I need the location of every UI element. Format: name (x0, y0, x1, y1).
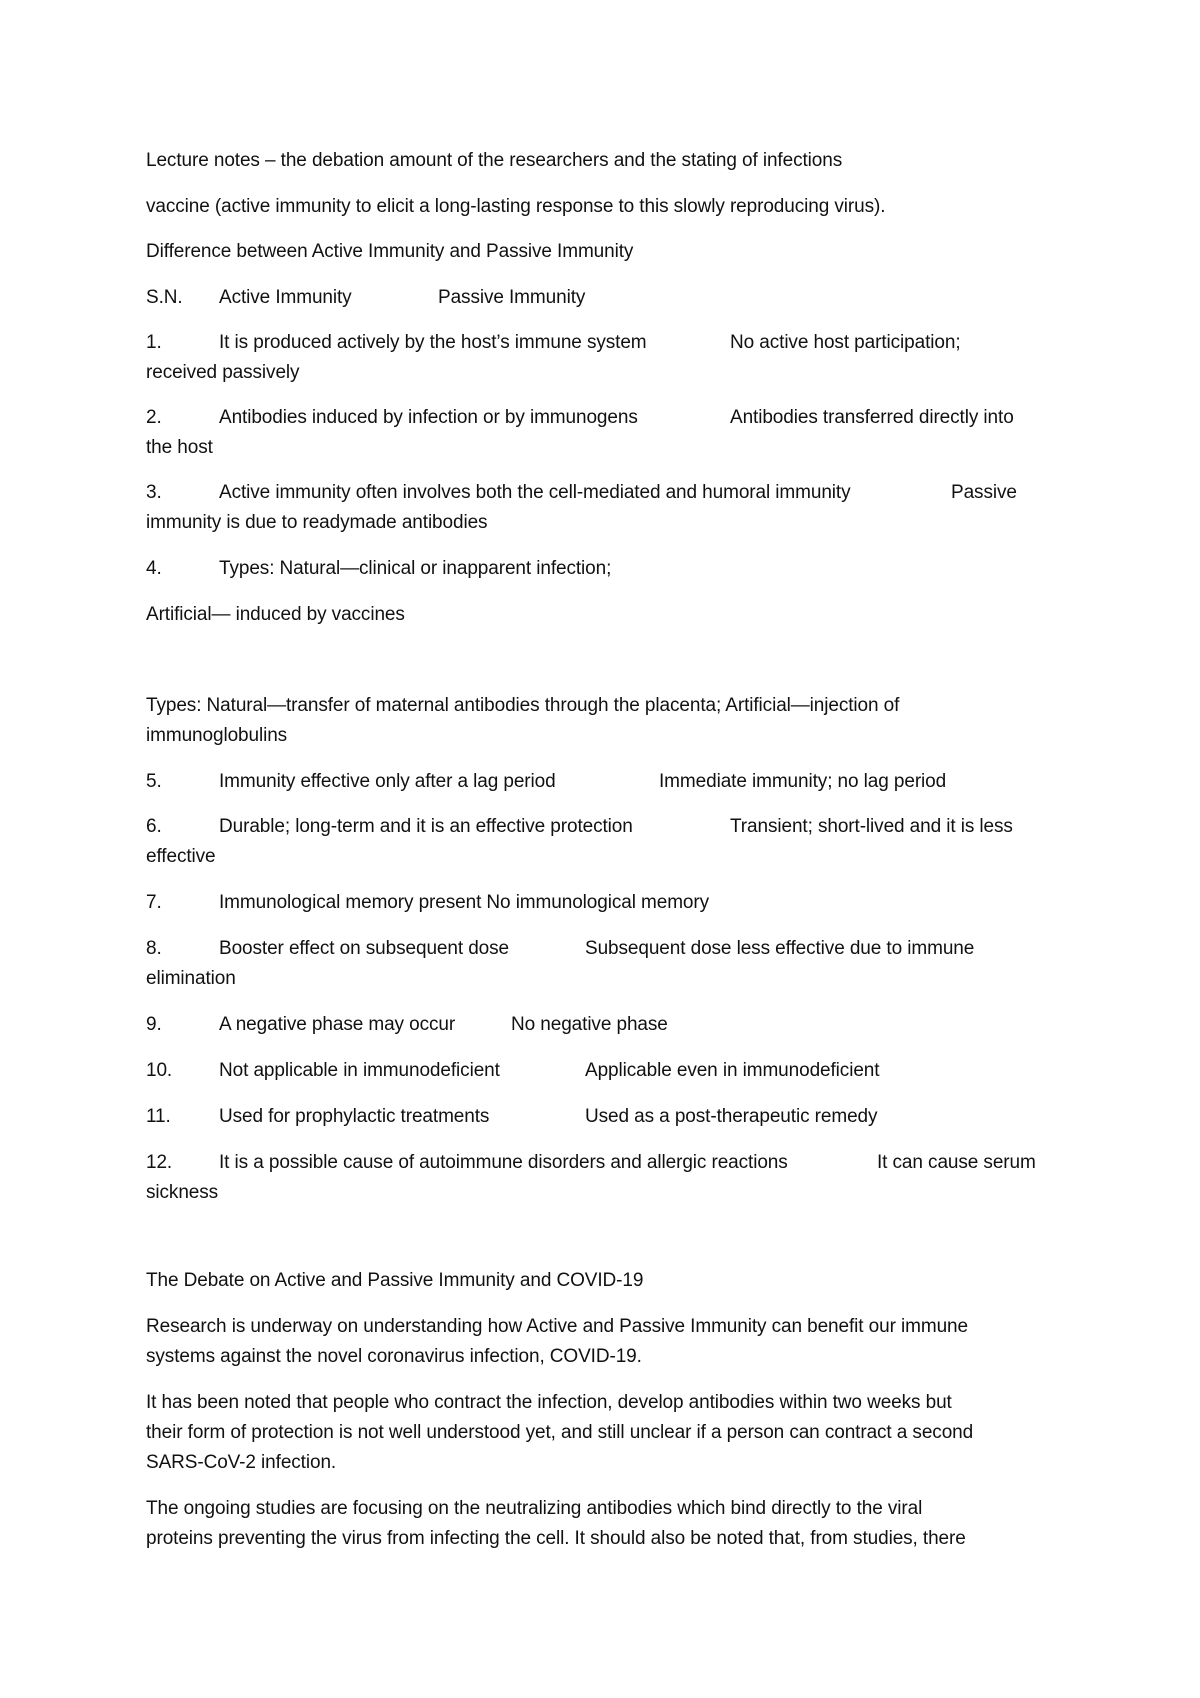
row-passive-text: Applicable even in immunodeficient (585, 1060, 880, 1081)
row-passive-text: Subsequent dose less effective due to immune (585, 938, 975, 959)
row-passive-text: No negative phase (511, 1014, 668, 1035)
row-passive-text: Immediate immunity; no lag period (659, 771, 947, 792)
row-continuation: received passively (146, 362, 300, 383)
row-number: 3. (146, 482, 162, 503)
row-passive-text: Passive (951, 482, 1017, 503)
table-row (146, 478, 1017, 508)
row-continuation: elimination (146, 968, 236, 989)
table-row (146, 1148, 1036, 1178)
row-number: 4. (146, 558, 162, 579)
table-row (146, 1102, 878, 1132)
header-active: Active Immunity (219, 287, 352, 308)
row-number: 8. (146, 938, 162, 959)
table-row (146, 934, 975, 964)
row-passive-text: No active host participation; (730, 332, 961, 353)
row-number: 12. (146, 1152, 173, 1173)
row-number: 6. (146, 816, 162, 837)
row-continuation: Artificial— induced by vaccines (146, 604, 405, 625)
table-row (146, 403, 1014, 433)
row-number: 11. (146, 1106, 171, 1127)
passive-types-line-2: immunoglobulins (146, 725, 288, 746)
header-sn: S.N. (146, 287, 183, 308)
table-header-row (146, 283, 586, 313)
row-active-text: Used for prophylactic treatments (219, 1106, 490, 1127)
row-active-text: Types: Natural—clinical or inapparent infection; (219, 558, 612, 579)
row-number: 7. (146, 892, 162, 913)
header-passive: Passive Immunity (438, 287, 586, 308)
paragraph-1-line-2: systems against the novel coronavirus infection, COVID-19. (146, 1346, 642, 1367)
row-continuation: immunity is due to readymade antibodies (146, 512, 488, 533)
row-active-text: It is a possible cause of autoimmune disorders and allergic reactions (219, 1152, 788, 1173)
section-heading: The Debate on Active and Passive Immunity and COVID-19 (146, 1270, 644, 1291)
table-row (146, 328, 961, 358)
row-active-text: Antibodies induced by infection or by immunogens (219, 407, 638, 428)
paragraph-1-line-1: Research is underway on understanding how Active and Passive Immunity can benefit our immune (146, 1316, 968, 1337)
row-number: 9. (146, 1014, 162, 1035)
row-continuation: the host (146, 437, 213, 458)
row-active-text: It is produced actively by the host’s immune system (219, 332, 647, 353)
row-number: 1. (146, 332, 162, 353)
paragraph-2-line-1: It has been noted that people who contract the infection, develop antibodies within two weeks but (146, 1392, 952, 1413)
comparison-heading: Difference between Active Immunity and Passive Immunity (146, 241, 634, 262)
row-number: 5. (146, 771, 162, 792)
row-passive-text: Used as a post-therapeutic remedy (585, 1106, 878, 1127)
paragraph-3-line-2: proteins preventing the virus from infecting the cell. It should also be noted that, from studies, there (146, 1528, 966, 1549)
row-active-text: Immunity effective only after a lag period (219, 771, 556, 792)
row-active-text: Active immunity often involves both the cell-mediated and humoral immunity (219, 482, 851, 503)
passive-types-line-1: Types: Natural—transfer of maternal antibodies through the placenta; Artificial—injection of (146, 695, 900, 716)
table-row (146, 1010, 668, 1040)
row-passive-text: Transient; short-lived and it is less (730, 816, 1013, 837)
table-row (146, 767, 947, 797)
row-continuation: sickness (146, 1182, 219, 1203)
table-row (146, 554, 611, 584)
table-row (146, 812, 1013, 842)
paragraph-2-line-2: their form of protection is not well understood yet, and still unclear if a person can contract a second (146, 1422, 974, 1443)
table-row (146, 888, 709, 918)
row-active-text: Durable; long-term and it is an effective protection (219, 816, 633, 837)
table-row (146, 1056, 880, 1086)
paragraph-3-line-1: The ongoing studies are focusing on the neutralizing antibodies which bind directly to the viral (146, 1498, 923, 1519)
row-number: 2. (146, 407, 162, 428)
row-passive-text: Antibodies transferred directly into (730, 407, 1014, 428)
row-active-text: Booster effect on subsequent dose (219, 938, 510, 959)
row-active-text: A negative phase may occur (219, 1014, 456, 1035)
row-active-text: Immunological memory present No immunological memory (219, 892, 710, 913)
paragraph-2-line-3: SARS-CoV-2 infection. (146, 1452, 337, 1473)
intro-line-1: Lecture notes – the debation amount of the researchers and the stating of infections (146, 150, 843, 171)
row-active-text: Not applicable in immunodeficient (219, 1060, 500, 1081)
row-number: 10. (146, 1060, 173, 1081)
row-continuation: effective (146, 846, 216, 867)
intro-line-2: vaccine (active immunity to elicit a long-lasting response to this slowly reproducing virus). (146, 196, 886, 217)
row-passive-text: It can cause serum (877, 1152, 1036, 1173)
